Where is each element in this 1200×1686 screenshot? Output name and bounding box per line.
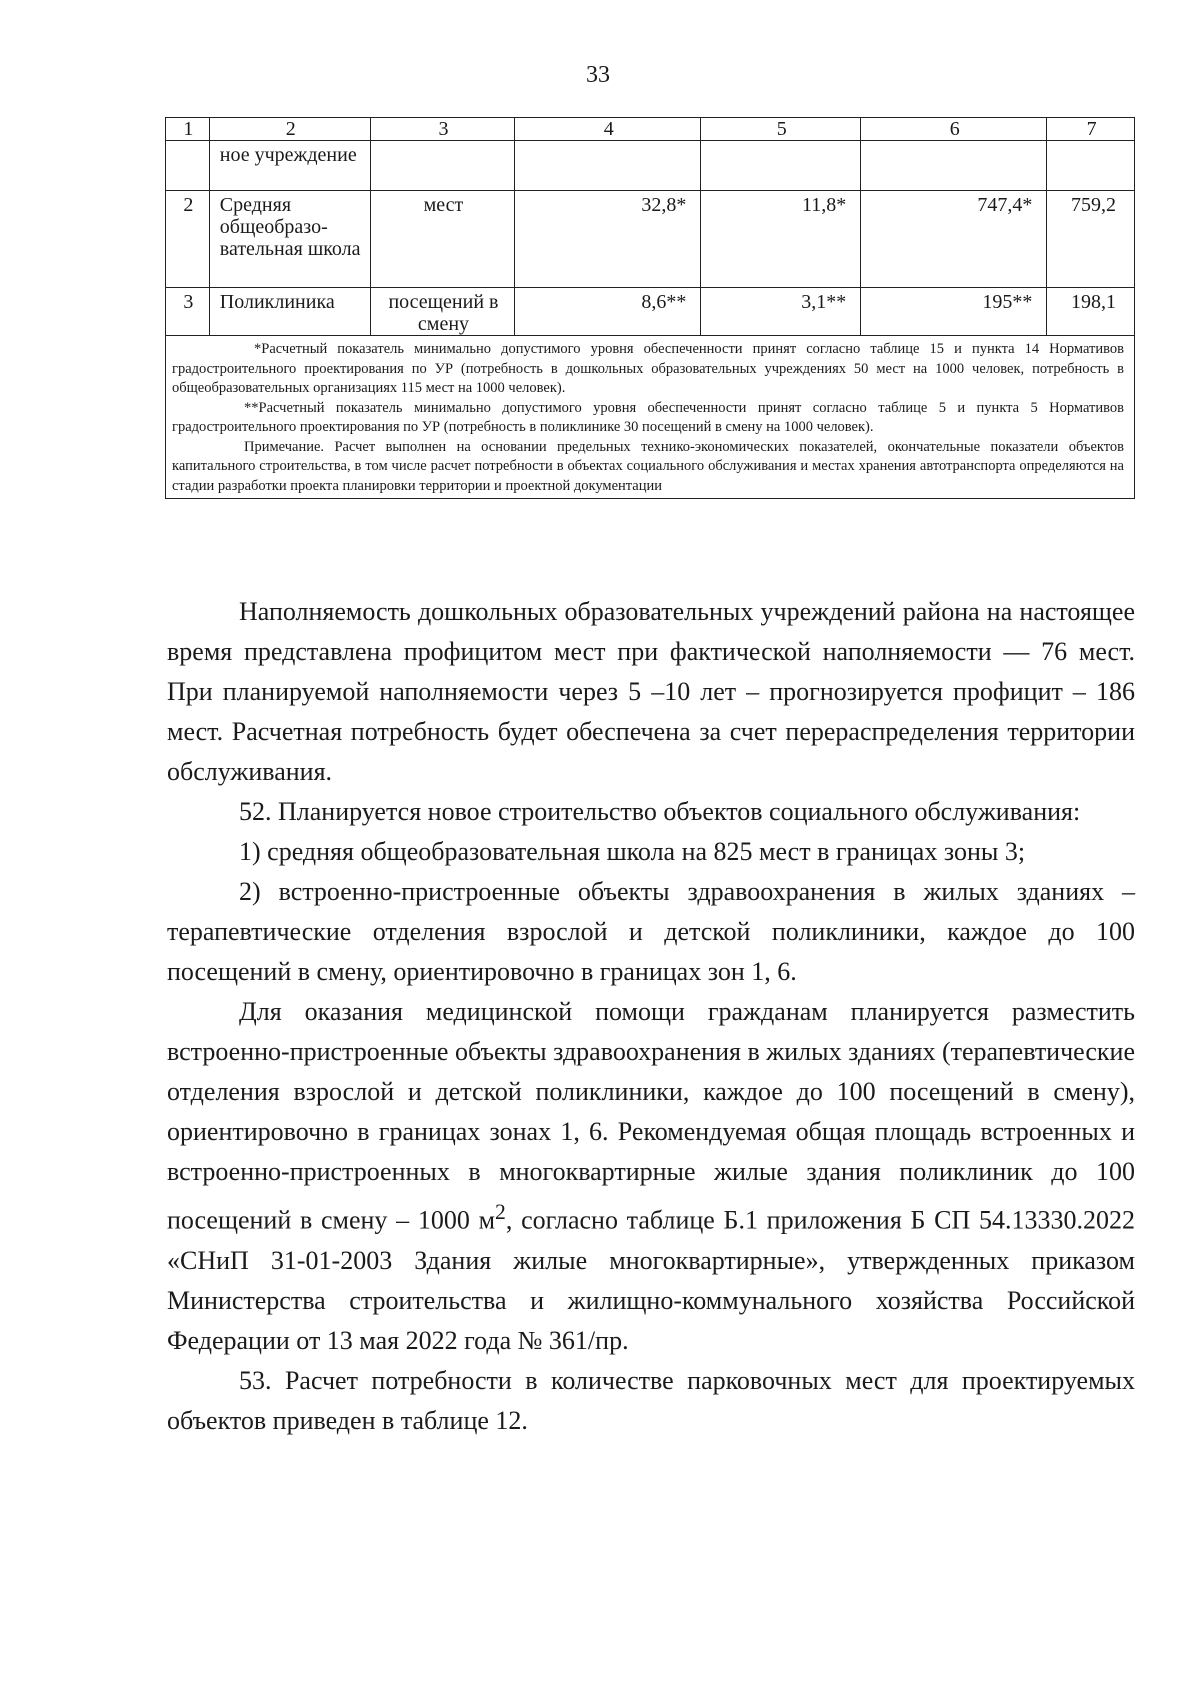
paragraph: 2) встроенно-пристроенные объекты здравоохранения в жилых зданиях – терапевтические отделения взрослой и детской поликлиники, каждое до 100 посещений в смену, ориентировочно в границах зон 1, 6.: [167, 877, 1135, 986]
paragraph: 52. Планируется новое строительство объектов социального обслуживания:: [239, 797, 1081, 826]
table-header-cell: 7: [1047, 118, 1135, 141]
unit-cell: мест: [370, 191, 515, 288]
table-row: [166, 288, 1135, 336]
paragraph: [167, 992, 1135, 1361]
body-text: [167, 592, 1135, 1441]
row-number: 3: [166, 288, 210, 336]
paragraph: 53. Расчет потребности в количестве парковочных мест для проектируемых объектов приведен в таблице 12.: [167, 1365, 1135, 1435]
note-3: Примечание. Расчет выполнен на основании предельных технико-экономических показателей, окончательные показатели объектов капитального строительства, в том числе расчет потребности в объектах социального обслуживания и местах хранения автотранспорта определяются на стадии разработки проекта планировки территории и проектной документации: [172, 438, 1124, 494]
value-cell: 8,6**: [515, 288, 701, 336]
table-header-cell: 5: [701, 118, 861, 141]
facilities-table: [165, 117, 1135, 499]
row-number: 2: [166, 191, 210, 288]
paragraph-text: Для оказания медицинской помощи гражданам планируется разместить встроенно-пристроенные объекты здравоохранения в жилых зданиях (терапевтические отделения взрослой и детской поликлиники, каждое до 100 посещений в смену), ориентировочно в границах зонах 1, 6. Рекомендуемая общая площадь встроенных и встроенно-пристроенных в многоквартирные жилые здания поликлиник до 100 посещений в смену – 1000 м: [167, 997, 1135, 1235]
value-cell: 198,1: [1047, 288, 1135, 336]
paragraph: 1) средняя общеобразовательная школа на 825 мест в границах зоны 3;: [239, 837, 1026, 866]
note-2: **Расчетный показатель минимально допустимого уровня обеспеченности принят согласно таблице 5 и пункта 5 Нормативов градостроительного проектирования по УР (потребность в поликлинике 30 посещений в смену на 1000 человек).: [172, 399, 1124, 435]
value-cell: 3,1**: [701, 288, 861, 336]
table-header-cell: 3: [370, 118, 515, 141]
table-header-cell: 6: [861, 118, 1047, 141]
row-number: [166, 141, 210, 191]
value-cell: 11,8*: [701, 191, 861, 288]
note-1: *Расчетный показатель минимально допустимого уровня обеспеченности принят согласно таблице 15 и пункта 14 Нормативов градостроительного проектирования по УР (потребность в дошкольных образовательных учреждениях 50 мест на 1000 человек, потребность в общеобразовательных организациях 115 мест на 1000 человек).: [172, 341, 1124, 396]
paragraph-text: , согласно таблице Б.1 приложения Б СП 54.13330.2022 «СНиП 31-01-2003 Здания жилые многоквартирные», утвержденных приказом Министерства строительства и жилищно-коммунального хозяйства Российской Федерации от 13 мая 2022 года № 361/пр.: [167, 1205, 1135, 1355]
table-header-cell: 2: [209, 118, 370, 141]
value-cell: [1047, 141, 1135, 191]
page-number: 33: [586, 62, 610, 88]
value-cell: 759,2: [1047, 191, 1135, 288]
value-cell: 195**: [861, 288, 1047, 336]
value-cell: 747,4*: [861, 191, 1047, 288]
value-cell: 32,8*: [515, 191, 701, 288]
table-header-row: [166, 118, 1135, 141]
value-cell: [701, 141, 861, 191]
facility-name: ное учреждение: [209, 141, 370, 191]
superscript: 2: [495, 1200, 506, 1224]
table-row: [166, 191, 1135, 288]
table-notes-row: [166, 336, 1135, 499]
table-row: [166, 141, 1135, 191]
value-cell: [861, 141, 1047, 191]
unit-cell: посещений в смену: [370, 288, 515, 336]
unit-cell: [370, 141, 515, 191]
facility-name: Средняя общеобразо-вательная школа: [209, 191, 370, 288]
paragraph: Наполняемость дошкольных образовательных учреждений района на настоящее время представлена профицитом мест при фактической наполняемости — 76 мест. При планируемой наполняемости через 5 –10 лет – прогнозируется профицит – 186 мест. Расчетная потребность будет обеспечена за счет перераспределения территории обслуживания.: [167, 597, 1135, 786]
table-header-cell: 1: [166, 118, 210, 141]
value-cell: [515, 141, 701, 191]
facility-name: Поликлиника: [209, 288, 370, 336]
table-notes: [166, 336, 1135, 499]
table-header-cell: 4: [515, 118, 701, 141]
